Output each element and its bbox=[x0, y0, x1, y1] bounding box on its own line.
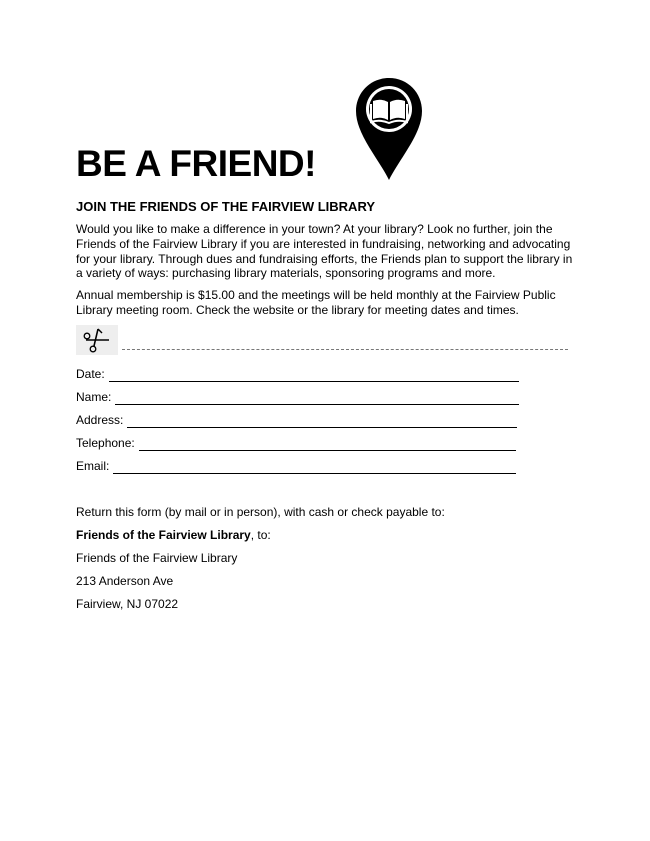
payee-suffix: , to: bbox=[250, 528, 271, 542]
email-blank[interactable] bbox=[113, 463, 516, 474]
page-title: BE A FRIEND! bbox=[76, 143, 316, 184]
date-field[interactable] bbox=[76, 367, 519, 382]
address-field[interactable] bbox=[76, 413, 517, 428]
intro-paragraph: Would you like to make a difference in your town? At your library? Look no further, join the Friends of the Fairview Library if you are interested in fundraising, networking and advocating for your library. Through dues and fundraising efforts, the Friends plan to support the library in a variety of ways: purchasing library materials, sponsoring programs and more. bbox=[76, 222, 573, 281]
mailing-city: Fairview, NJ 07022 bbox=[76, 597, 179, 611]
name-label: Name: bbox=[76, 390, 112, 404]
name-field[interactable] bbox=[76, 390, 519, 405]
payee-name: Friends of the Fairview Library bbox=[76, 528, 251, 542]
address-blank[interactable] bbox=[127, 417, 517, 428]
date-blank[interactable] bbox=[109, 371, 519, 382]
address-label: Address: bbox=[76, 413, 124, 427]
telephone-field[interactable] bbox=[76, 436, 516, 451]
email-label: Email: bbox=[76, 459, 110, 473]
date-label: Date: bbox=[76, 367, 105, 381]
mailing-street: 213 Anderson Ave bbox=[76, 574, 174, 588]
payee-line bbox=[76, 528, 271, 543]
name-blank[interactable] bbox=[115, 394, 519, 405]
library-map-pin-icon bbox=[354, 76, 424, 182]
scissors-icon bbox=[76, 325, 118, 355]
telephone-blank[interactable] bbox=[139, 440, 516, 451]
email-field[interactable] bbox=[76, 459, 516, 474]
mailing-name: Friends of the Fairview Library bbox=[76, 551, 238, 565]
return-instructions: Return this form (by mail or in person), with cash or check payable to: bbox=[76, 505, 445, 519]
cut-line bbox=[122, 349, 568, 350]
subtitle: JOIN THE FRIENDS OF THE FAIRVIEW LIBRARY bbox=[76, 199, 376, 214]
membership-paragraph: Annual membership is $15.00 and the meetings will be held monthly at the Fairview Public Library meeting room. Check the website or the library for meeting dates and times. bbox=[76, 288, 556, 317]
telephone-label: Telephone: bbox=[76, 436, 135, 450]
